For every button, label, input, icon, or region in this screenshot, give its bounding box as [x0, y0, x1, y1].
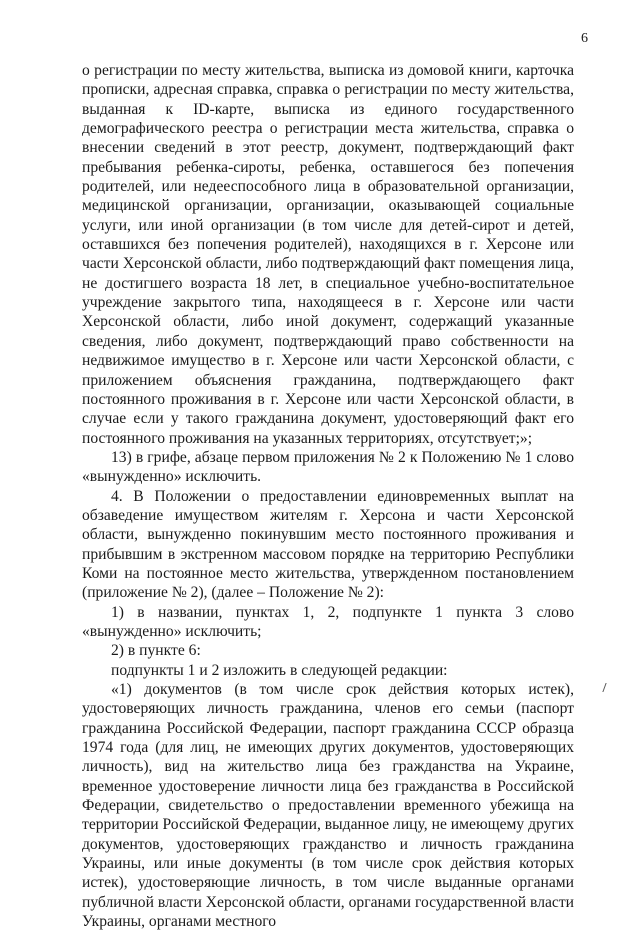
paragraph-quoted-subitem-1: «1) документов (в том числе срок действия которых истек), удостоверяющих личность гражданина, членов его семьи (паспорт гражданина Российской Федерации, паспорт гражданина СССР образца 1974 года (для лиц, не имеющих других документов, удостоверяющих личность), вид на жительство лица без гражданства на Украине, временное удостоверение личности лица без гражданства в Российской Федерации, свидетельство о предоставлении временного убежища на территории Российской Федерации, выданное лицу, не имеющему других документов, удостоверяющих гражданство и личность гражданина Украины, или иные документы (в том числе срок действия которых истек), удостоверяющие личность, в том числе выданные органами публичной власти Херсонской области, органами государственной власти Украины, органами местного — [82, 681, 574, 931]
paragraph-section-4: 4. В Положении о предоставлении единовременных выплат на обзаведение имуществом жителям г. Херсона и части Херсонской области, вынужденно покинувшим место постоянного проживания и прибывшим в экстренном массовом порядке на территорию Республики Коми на постоянное место жительства, утвержденном постановлением (приложение № 2), (далее – Положение № 2): — [82, 487, 574, 602]
paragraph-continued-list: о регистрации по месту жительства, выписка из домовой книги, карточка прописки, адресная справка, справка о регистрации по месту жительства, выданная к ID-карте, выписка из единого государственного демографического реестра о регистрации места жительства, справка о внесении сведений в этот реестр, документ, подтверждающий факт пребывания ребенка-сироты, ребенка, оставшегося без попечения родителей, или недееспособного лица в образовательной организации, медицинской организации, организации, оказывающей социальные услуги, или иной организации (в том числе для детей-сирот и детей, оставшихся без попечения родителей), находящихся в г. Херсоне или части Херсонской области, либо подтверждающий факт помещения лица, не достигшего возраста 18 лет, в специальное учебно-воспитательное учреждение закрытого типа, находящееся в г. Херсоне или части Херсонской области, либо иной документ, содержащий указанные сведения, либо документ, подтверждающий право собственности на недвижимое имущество в г. Херсоне или части Херсонской области, с приложением объяснения гражданина, подтверждающего факт постоянного проживания в г. Херсоне или части Херсонской области, в случае если у такого гражданина документ, удостоверяющий факт его постоянного проживания на указанных территориях, отсутствует;»; — [82, 62, 574, 447]
document-body — [82, 61, 574, 931]
paragraph-item-1: 1) в названии, пунктах 1, 2, подпункте 1 пункта 3 слово «вынужденно» исключить; — [82, 603, 574, 640]
paragraph-item-13: 13) в грифе, абзаце первом приложения № 2 к Положению № 1 слово «вынужденно» исключить. — [82, 448, 574, 486]
paragraph-subitems-intro: подпункты 1 и 2 изложить в следующей редакции: — [111, 661, 448, 679]
margin-pen-mark — [602, 683, 611, 692]
page-number: 6 — [581, 31, 588, 46]
paragraph-item-2: 2) в пункте 6: — [111, 642, 201, 660]
